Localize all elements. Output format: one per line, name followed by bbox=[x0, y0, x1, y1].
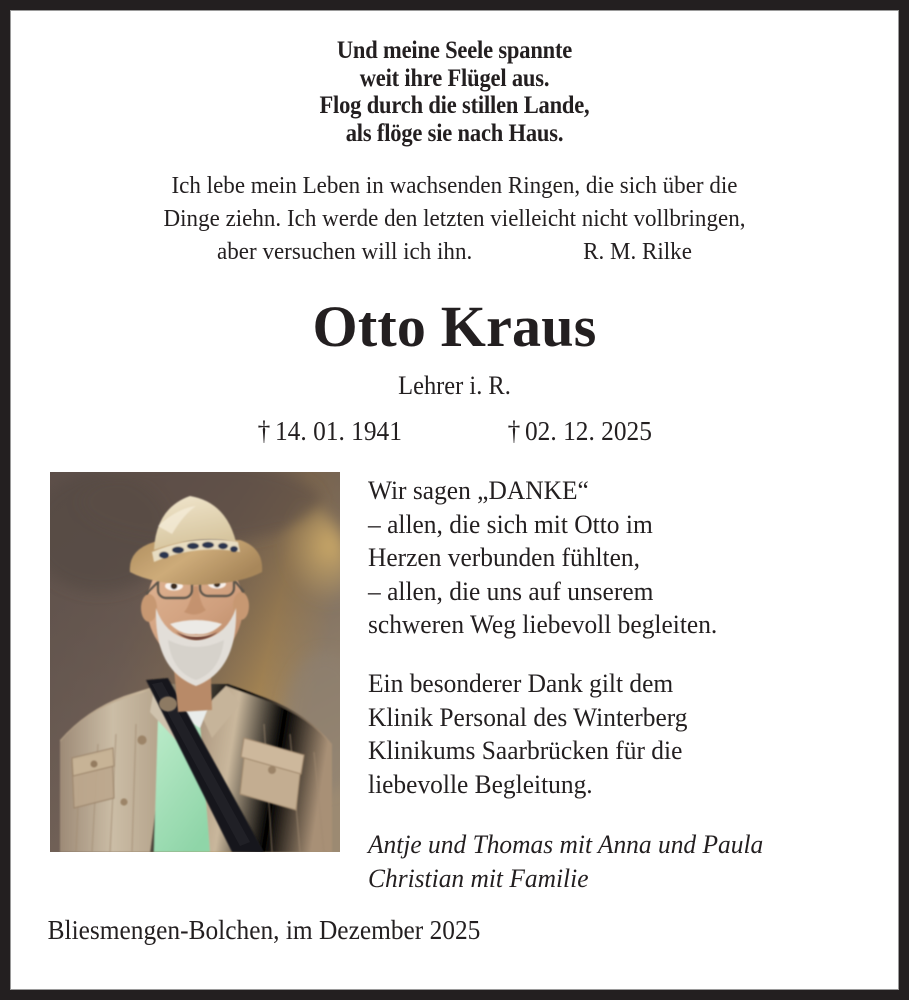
quote-line: Ich lebe mein Leben in wachsenden Ringen, die sich über die bbox=[171, 172, 738, 199]
poem-line: Flog durch die stillen Lande, bbox=[319, 92, 590, 119]
thanks-line: Ein besonderer Dank gilt dem bbox=[368, 667, 674, 698]
thanks-paragraph-1 bbox=[368, 474, 878, 642]
poem-line: weit ihre Flügel aus. bbox=[359, 64, 550, 92]
thanks-line: Klinik Personal des Winterberg bbox=[368, 701, 688, 732]
quote-block bbox=[37, 169, 873, 268]
birth-date: 14. 01. 1941 bbox=[274, 416, 402, 446]
place-and-date: Bliesmengen-Bolchen, im Dezember 2025 bbox=[47, 915, 481, 946]
deceased-name: Otto Kraus bbox=[312, 294, 597, 359]
family-signature bbox=[368, 827, 878, 895]
death-date: 02. 12. 2025 bbox=[524, 416, 652, 446]
dagger-icon: † bbox=[257, 416, 271, 446]
quote-attribution: R. M. Rilke bbox=[583, 238, 692, 265]
portrait-photo bbox=[50, 472, 340, 852]
notice-inner bbox=[10, 10, 899, 990]
quote-line: Dinge ziehn. Ich werde den letzten vielleicht nicht vollbringen, bbox=[163, 205, 746, 232]
thanks-line: liebevolle Begleitung. bbox=[368, 768, 593, 799]
thanks-line: schweren Weg liebevoll begleiten. bbox=[368, 609, 718, 640]
poem-block bbox=[54, 10, 854, 147]
poem-line: als flöge sie nach Haus. bbox=[345, 119, 564, 147]
family-line: Christian mit Familie bbox=[368, 863, 589, 894]
portrait-illustration bbox=[50, 472, 340, 852]
death-date-group bbox=[507, 415, 651, 447]
thanks-line: Wir sagen „DANKE“ bbox=[368, 475, 589, 505]
poem-line: Und meine Seele spannte bbox=[336, 37, 573, 64]
deceased-role: Lehrer i. R. bbox=[398, 371, 511, 400]
quote-line: aber versuchen will ich ihn. bbox=[217, 238, 473, 265]
life-dates bbox=[10, 415, 899, 447]
thanks-line: Herzen verbunden fühlten, bbox=[368, 542, 640, 573]
thanks-line: – allen, die sich mit Otto im bbox=[368, 508, 653, 539]
thanks-text-column bbox=[340, 472, 899, 895]
thanks-line: Klinikums Saarbrücken für die bbox=[368, 735, 683, 766]
family-line: Antje und Thomas mit Anna und Paula bbox=[368, 829, 764, 860]
birth-date-group bbox=[258, 415, 402, 447]
thanks-paragraph-2 bbox=[368, 667, 878, 801]
dagger-icon: † bbox=[507, 416, 520, 446]
body-row bbox=[10, 472, 899, 895]
quote-last-line-with-attribution bbox=[37, 235, 873, 268]
thanks-line: – allen, die uns auf unserem bbox=[368, 575, 654, 606]
